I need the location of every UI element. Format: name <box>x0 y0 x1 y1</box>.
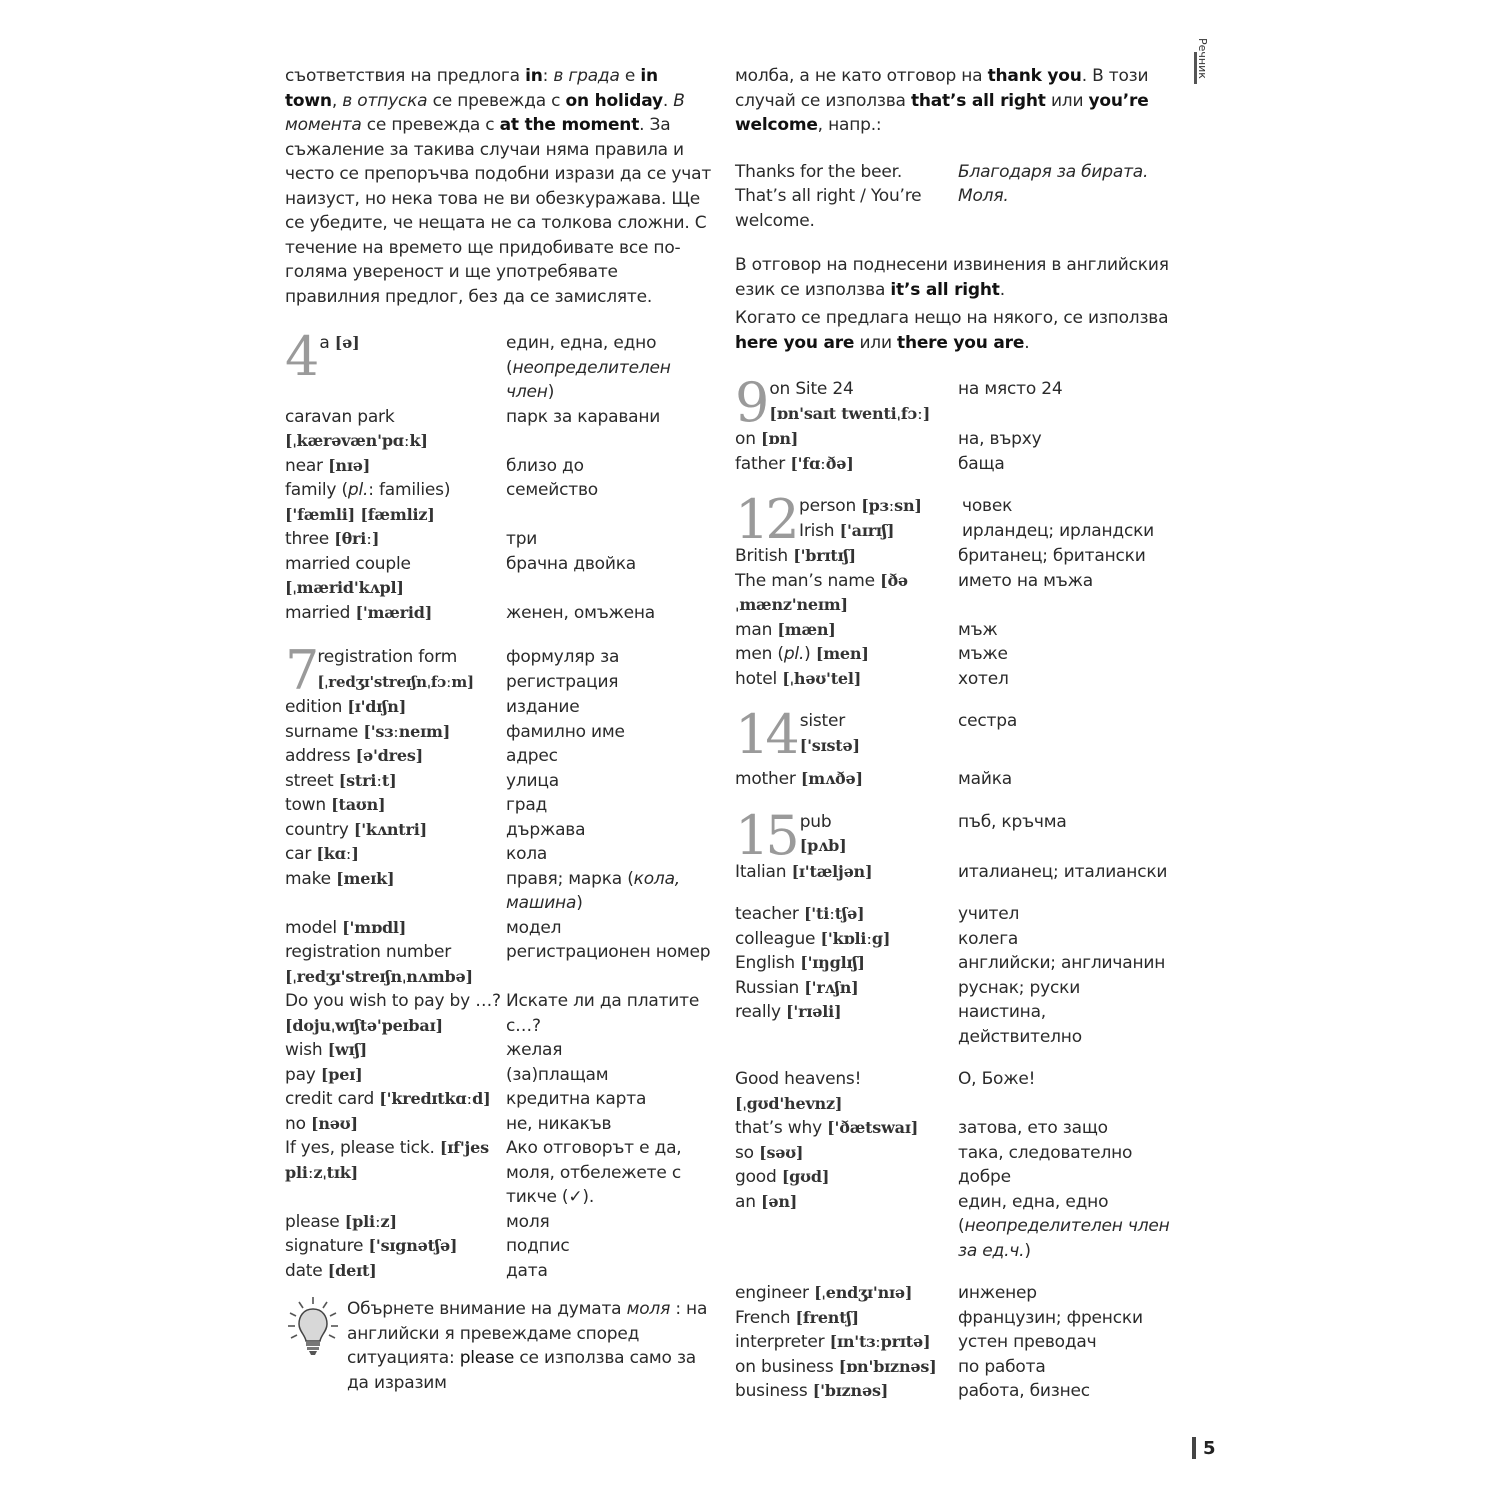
translation: три <box>506 529 538 549</box>
vocab-entry: 7 registration form [ˌredʒɪ'streɪʃnˌfɔːm] формуляр за регистрация <box>285 645 715 695</box>
phonetic: [taʊn] <box>331 795 386 814</box>
phonetic: [ˌredʒɪ'streɪʃnˌnʌmbə] <box>285 966 473 986</box>
vocab-entry <box>285 405 715 454</box>
english-term: car [kɑː] <box>285 844 359 864</box>
vocab-entry: 15 pub [pʌb] пъб, кръчма <box>735 810 1175 860</box>
vocab-entry <box>285 1234 715 1259</box>
english-term: near [nɪə] <box>285 455 371 476</box>
vocab-entry <box>735 902 1175 927</box>
translation: желая <box>506 1040 563 1060</box>
vocab-entry <box>735 1190 1175 1264</box>
left-column <box>285 64 715 1395</box>
translation: майка <box>958 769 1012 789</box>
vocab-entry <box>285 720 715 745</box>
english-term: English ['ɪŋglɪʃ] <box>735 953 865 973</box>
translation: О, Боже! <box>958 1069 1036 1089</box>
english-term: address [ə'dres] <box>285 746 424 766</box>
translation: руснак; руски <box>958 977 1081 998</box>
phonetic: [peɪ] <box>320 1064 363 1084</box>
vocab-entry <box>285 454 715 479</box>
vocab-entry <box>735 976 1175 1001</box>
vocab-entry: 9 on Site 24 [ɒn'saɪt twentiˌfɔː] на място 24 <box>735 377 1175 427</box>
english-term: colleague ['kɒliːg] <box>735 928 891 949</box>
vocab-entry: 4 a [ə] един, една, едно (неопределителен член) <box>285 331 715 405</box>
vocab-entry <box>285 552 715 601</box>
vocab-entry <box>285 1063 715 1088</box>
vocab-entry <box>735 1330 1175 1355</box>
translation: (за)плащам <box>506 1064 609 1085</box>
vocab-section-7 <box>285 639 715 1283</box>
offer-paragraph: Когато се предлага нещо на някого, се използва here you are или there you are. <box>735 308 1169 353</box>
vocab-section-15 <box>735 803 1175 1404</box>
phonetic: [ən] <box>761 1191 798 1211</box>
vocab-entry: 14 sister ['sɪstə] сестра <box>735 709 1175 759</box>
english-term: Good heavens! [ˌgʊd'hevnz] <box>735 1069 862 1113</box>
translation: на, върху <box>958 429 1042 449</box>
translation: град <box>506 795 548 815</box>
phonetic: ['kɒliːg] <box>820 928 891 948</box>
english-term: married ['mærid] <box>285 602 433 623</box>
translation: женен, омъжена <box>506 602 656 623</box>
phonetic: ['ɪŋglɪʃ] <box>800 953 865 972</box>
section-side-label: Речник <box>1196 38 1209 79</box>
translation: французин; френски <box>958 1307 1143 1328</box>
phonetic: ['tiːtʃə] <box>803 904 865 923</box>
translation: държава <box>506 819 586 840</box>
translation: баща <box>958 453 1005 474</box>
english-term: signature ['sɪgnətʃə] <box>285 1236 458 1256</box>
translation: един, една, едно (неопределителен член за ед.ч.) <box>958 1191 1170 1261</box>
translation: не, никакъв <box>506 1113 612 1134</box>
vocab-entry: Irish ['aɪrɪʃ] ирландец; ирландски <box>799 520 1155 541</box>
vocab-entry <box>285 842 715 867</box>
section-number: 9 <box>735 371 766 434</box>
phonetic: [dojuˌwɪʃtə'peɪbaɪ] <box>285 1015 443 1035</box>
english-term: good [gʊd] <box>735 1167 830 1187</box>
phonetic: ['mɒdl] <box>342 917 407 937</box>
english-term: teacher ['tiːtʃə] <box>735 904 865 924</box>
phonetic: ['mærid] <box>355 602 433 622</box>
vocab-entry <box>735 618 1175 643</box>
vocab-entry <box>285 769 715 794</box>
vocab-entry <box>735 569 1175 618</box>
vocab-section-4 <box>285 325 715 625</box>
translation: модел <box>506 917 562 938</box>
english-term: family (pl.: families) ['fæmli] [fæmliz] <box>285 480 451 524</box>
english-term: date [deɪt] <box>285 1260 377 1281</box>
translation: брачна двойка <box>506 553 636 574</box>
translation: кола <box>506 844 548 864</box>
vocab-entry <box>735 927 1175 952</box>
translation: затова, ето защо <box>958 1118 1108 1138</box>
phonetic: [meɪk] <box>336 868 395 888</box>
vocab-entry <box>735 1000 1175 1049</box>
phonetic: [ˌmærid'kʌpl] <box>285 578 404 597</box>
translation: така, следователно <box>958 1142 1133 1163</box>
phonetic: [ˌkærəvæn'pɑːk] <box>285 431 428 450</box>
translation: пъб, кръчма <box>958 811 1067 832</box>
phonetic: [pliːz] <box>344 1211 397 1231</box>
phonetic: [ə'dres] <box>355 746 424 765</box>
translation: устен преводач <box>958 1332 1097 1352</box>
right-column <box>735 64 1175 1404</box>
example-row: Thanks for the beer. Благодаря за бирата. <box>735 161 1149 182</box>
vocab-entry <box>285 695 715 720</box>
translation: Искате ли да платите с…? <box>506 991 700 1036</box>
translation: фамилно име <box>506 721 625 742</box>
phonetic: [ðəˌmænz'neɪm] <box>735 570 908 614</box>
vocab-entry <box>285 1259 715 1284</box>
translation: мъж <box>958 619 998 640</box>
english-term: country ['kʌntri] <box>285 819 427 840</box>
english-term: edition [ɪ'dɪʃn] <box>285 697 407 717</box>
phonetic: [θriː] <box>334 529 380 548</box>
intro-paragraph: съответствия на предлога in: в града е in town, в отпуска се превежда с on holiday. В момента се превежда с at the moment. За съжаление за такива случаи няма правила и често се препоръчва подобни изрази да се учат наизуст, но нека това не ви обезкуражава. Ще се убедите, че нещата не са толкова сложни. С течение на времето ще придобивате все по-голяма увереност и ще употребявате правилния предлог, без да се замисляте. <box>285 66 712 307</box>
vocab-section-12 <box>735 488 1175 691</box>
english-term: engineer [ˌendʒɪ'nɪə] <box>735 1283 913 1303</box>
tip-text: Обърнете внимание на думата моля : на английски я превеждаме според ситуацията: please се използва само за да изразим <box>347 1299 708 1393</box>
english-term: surname ['sɜːneɪm] <box>285 721 451 742</box>
translation: хотел <box>958 668 1009 689</box>
translation: на място 24 <box>958 379 1063 399</box>
english-term: Italian [ɪ'tæljən] <box>735 861 873 882</box>
vocab-entry <box>735 1281 1175 1306</box>
vocab-entry <box>285 478 715 527</box>
phonetic: [ɪn'tɜːprɪtə] <box>829 1332 931 1351</box>
english-term: interpreter [ɪn'tɜːprɪtə] <box>735 1332 931 1352</box>
vocab-entry <box>735 1141 1175 1166</box>
vocab-entry <box>285 1038 715 1063</box>
phonetic: [ɪ'tæljən] <box>791 861 873 881</box>
translation: учител <box>958 904 1020 924</box>
english-term: registration number [ˌredʒɪ'streɪʃnˌnʌmbə] <box>285 942 473 986</box>
translation: английски; англичанин <box>958 953 1166 973</box>
phonetic: ['bɪznəs] <box>812 1381 889 1400</box>
english-term: that’s why ['ðætswaɪ] <box>735 1118 919 1138</box>
english-term: If yes, please tick. [ɪf'jes pliːzˌtɪk] <box>285 1138 489 1182</box>
translation: работа, бизнес <box>958 1381 1090 1401</box>
english-term: The man’s name [ðəˌmænz'neɪm] <box>735 570 908 614</box>
vocab-entry <box>735 667 1175 692</box>
phonetic: ['brɪtɪʃ] <box>793 546 856 565</box>
vocab-entry <box>735 427 1175 452</box>
vocab-entry <box>735 642 1175 667</box>
vocab-entry: person [pɜːsn] човек <box>799 496 1013 516</box>
lightbulb-icon <box>285 1293 341 1363</box>
translation: един, една, едно (неопределителен член) <box>506 333 671 402</box>
english-term: mother [mʌðə] <box>735 769 863 789</box>
phonetic: ['rʌʃn] <box>804 977 859 997</box>
section-number: 14 <box>735 703 796 766</box>
vocab-entry <box>285 601 715 626</box>
english-term: man [mæn] <box>735 619 836 640</box>
translation: наистина, действително <box>958 1002 1082 1047</box>
translation: името на мъжа <box>958 570 1093 591</box>
vocab-entry <box>285 744 715 769</box>
translation: Ако отговорът е да, моля, отбележете с тикче (✓). <box>506 1138 682 1207</box>
translation: улица <box>506 770 559 791</box>
vocab-entry <box>285 989 715 1038</box>
vocab-entry <box>735 1306 1175 1331</box>
english-term: no [nəʊ] <box>285 1113 358 1134</box>
tip-box <box>285 1297 715 1395</box>
section-number: 12 <box>735 488 796 551</box>
continued-paragraph: молба, а не като отговор на thank you. В този случай се използва that’s all right или you’re welcome, напр.: <box>735 66 1149 135</box>
phonetic: ['fæmli] [fæmliz] <box>285 504 435 524</box>
vocab-entry <box>285 1210 715 1235</box>
phonetic: ['fɑːðə] <box>790 453 854 473</box>
english-term: really ['rɪəli] <box>735 1002 842 1022</box>
apology-paragraph: В отговор на поднесени извинения в английския език се използва it’s all right. <box>735 255 1169 300</box>
english-term: on business [ɒn'bɪznəs] <box>735 1356 937 1377</box>
section-number: 7 <box>285 639 316 702</box>
vocab-entry <box>735 860 1175 885</box>
translation: правя; марка (кола, машина) <box>506 868 681 913</box>
english-term: Do you wish to pay by …? [dojuˌwɪʃtə'peɪbaɪ] <box>285 991 501 1035</box>
phonetic: [frentʃ] <box>795 1307 859 1327</box>
vocab-section-14 <box>735 703 1175 792</box>
phonetic: [kɑː] <box>316 844 359 863</box>
vocab-entry <box>285 1087 715 1112</box>
phonetic: ['rɪəli] <box>786 1002 842 1021</box>
translation: добре <box>958 1167 1011 1187</box>
vocab-entry <box>285 916 715 941</box>
vocab-entry <box>285 940 715 989</box>
translation: парк за каравани <box>506 406 661 427</box>
phonetic: ['sɪgnətʃə] <box>368 1236 458 1255</box>
vocab-entry <box>285 818 715 843</box>
translation: издание <box>506 697 580 717</box>
translation: регистрационен номер <box>506 942 711 962</box>
translation: кредитна карта <box>506 1089 647 1109</box>
example-row: That’s all right / You’re welcome. Моля. <box>735 186 1009 231</box>
english-term: three [θriː] <box>285 529 380 549</box>
vocab-entry <box>735 767 1175 792</box>
translation: британец; британски <box>958 546 1146 566</box>
phonetic: [mæn] <box>777 619 836 639</box>
phonetic: [ɒn'bɪznəs] <box>838 1356 937 1376</box>
vocab-entry <box>735 1165 1175 1190</box>
vocab-entry <box>285 793 715 818</box>
translation: моля <box>506 1211 550 1232</box>
translation: подпис <box>506 1236 570 1256</box>
english-term: business ['bɪznəs] <box>735 1381 889 1401</box>
translation: адрес <box>506 746 558 766</box>
phonetic: ['kʌntri] <box>353 819 427 839</box>
translation: инженер <box>958 1283 1037 1303</box>
english-term: please [pliːz] <box>285 1211 397 1232</box>
vocab-entry <box>285 527 715 552</box>
vocab-entry <box>735 1355 1175 1380</box>
english-term: make [meɪk] <box>285 868 395 889</box>
phonetic: [striːt] <box>338 770 397 790</box>
english-term: model ['mɒdl] <box>285 917 407 938</box>
translation: семейство <box>506 480 599 500</box>
translation: дата <box>506 1260 548 1281</box>
english-term: an [ən] <box>735 1191 798 1212</box>
vocab-entry <box>285 867 715 916</box>
phonetic: [ˌhəʊ'tel] <box>782 668 862 688</box>
phonetic: [gʊd] <box>781 1167 830 1186</box>
phonetic: [ɒn] <box>761 429 799 448</box>
phonetic: [deɪt] <box>327 1260 377 1280</box>
page-number: 5 <box>1203 1438 1216 1459</box>
phonetic: ['kredɪtkɑːd] <box>379 1089 491 1108</box>
english-term: pay [peɪ] <box>285 1064 363 1085</box>
translation: формуляр за регистрация <box>506 647 620 692</box>
english-term: credit card ['kredɪtkɑːd] <box>285 1089 491 1109</box>
english-term: British ['brɪtɪʃ] <box>735 546 856 566</box>
phonetic: [nɪə] <box>328 455 371 475</box>
phonetic: ['ðætswaɪ] <box>827 1118 919 1137</box>
phonetic: [səʊ] <box>759 1142 804 1162</box>
phonetic: ['sɜːneɪm] <box>363 721 451 741</box>
phonetic: [nəʊ] <box>311 1113 358 1133</box>
vocab-entry <box>735 1379 1175 1404</box>
english-term: so [səʊ] <box>735 1142 804 1163</box>
vocab-entry <box>285 1136 715 1210</box>
english-term: French [frentʃ] <box>735 1307 859 1328</box>
vocab-section-9 <box>735 371 1175 476</box>
english-term: Russian ['rʌʃn] <box>735 977 859 998</box>
phonetic: [mʌðə] <box>800 769 863 788</box>
section-number: 15 <box>735 803 796 867</box>
vocab-entry <box>735 1067 1175 1116</box>
phonetic: [ɪf'jes pliːzˌtɪk] <box>285 1138 489 1182</box>
vocab-entry <box>735 452 1175 477</box>
vocab-entry <box>735 544 1175 569</box>
phonetic: [men] <box>815 644 869 663</box>
translation: мъже <box>958 644 1008 664</box>
phonetic: [ɪ'dɪʃn] <box>347 697 407 716</box>
english-term: father ['fɑːðə] <box>735 453 854 474</box>
english-term: wish [wɪʃ] <box>285 1040 367 1060</box>
phonetic: [ˌendʒɪ'nɪə] <box>814 1283 913 1302</box>
phonetic: [ˌgʊd'hevnz] <box>735 1093 843 1113</box>
translation: сестра <box>958 711 1018 731</box>
english-term: on [ɒn] <box>735 429 799 449</box>
phonetic: [wɪʃ] <box>327 1040 367 1059</box>
english-term: caravan park [ˌkærəvæn'pɑːk] <box>285 406 428 450</box>
english-term: men (pl.) [men] <box>735 644 869 664</box>
vocab-entry <box>735 1116 1175 1141</box>
translation: италианец; италиански <box>958 861 1168 882</box>
translation: близо до <box>506 455 584 476</box>
english-term: hotel [ˌhəʊ'tel] <box>735 668 862 689</box>
english-term: street [striːt] <box>285 770 397 791</box>
section-number: 4 <box>285 325 316 388</box>
english-term: married couple [ˌmærid'kʌpl] <box>285 553 411 597</box>
page-number-bar <box>1192 1437 1196 1459</box>
vocab-entry <box>735 951 1175 976</box>
translation: колега <box>958 928 1019 949</box>
vocab-entry <box>285 1112 715 1137</box>
translation: по работа <box>958 1356 1046 1377</box>
english-term: town [taʊn] <box>285 795 386 815</box>
